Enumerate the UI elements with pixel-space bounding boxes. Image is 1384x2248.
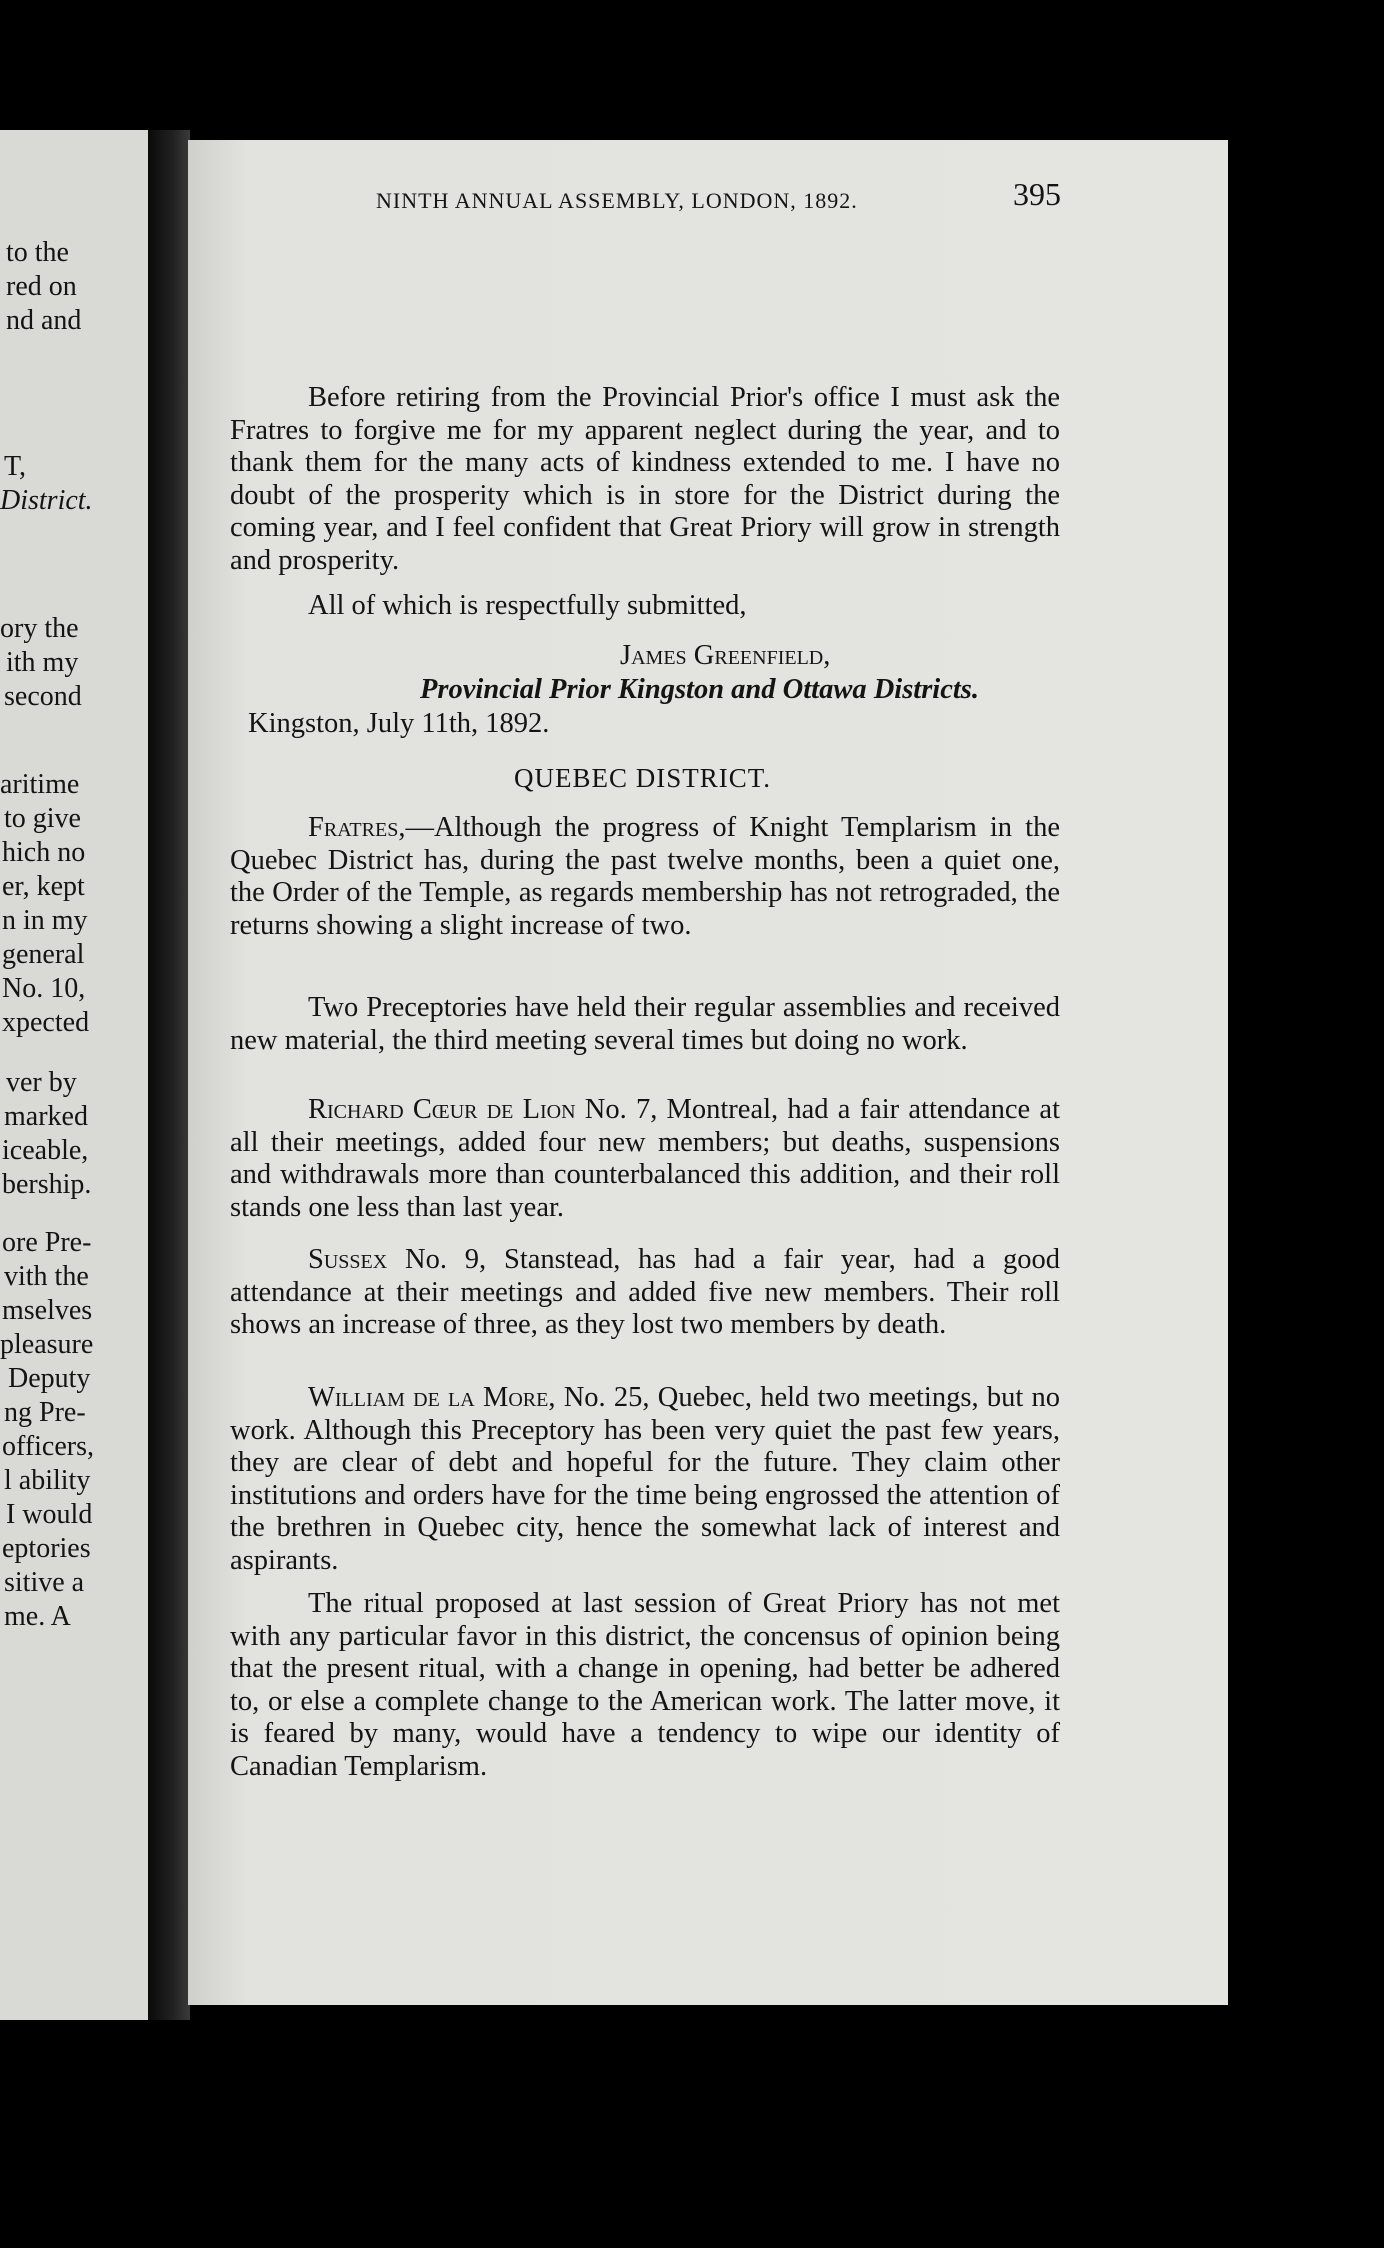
paragraph-ritual: The ritual proposed at last session of Great Priory has not met with any particular favor in this district, the concensus of opinion being that the present ritual, with a change in opening, had better be adhered to, or else a complete change to the American work. The latter move, it is feared by many, would have a tendency to wipe our identity of Canadian Templarism.	[230, 1588, 1060, 1782]
paragraph-body: No. 9, Stanstead, has had a fair year, had a good attendance at their meetings and added five new members. Their roll shows an increase of three, as they lost two members by death.	[230, 1244, 1060, 1340]
paragraph-body: No. 7, Montreal, had a fair attendance at all their meetings, added four new members; but deaths, suspensions and withdrawals more than counterbalanced this addition, and their roll stands one less than last year.	[230, 1094, 1060, 1223]
facing-page-line: bership.	[2, 1169, 92, 1200]
paragraph-body: —Although the progress of Knight Templarism in the Quebec District has, during the past twelve months, been a quiet one, the Order of the Temple, as regards membership has not retrograded, the returns showing a slight increase of two.	[230, 812, 1060, 941]
facing-page-line: ore Pre-	[2, 1227, 92, 1258]
facing-page-line: er, kept	[2, 871, 85, 902]
paragraph-lead: Fratres,	[308, 812, 406, 843]
facing-page-line: to the	[6, 237, 69, 268]
facing-page-line: ory the	[0, 613, 79, 644]
facing-page-line: nd and	[6, 305, 82, 336]
facing-page-line: vith the	[4, 1261, 89, 1292]
facing-page-line: second	[4, 681, 82, 712]
facing-page-line: aritime	[0, 769, 80, 800]
facing-page-line: red on	[6, 271, 77, 302]
paragraph-submitted: All of which is respectfully submitted,	[308, 590, 747, 621]
preceptory-name: William de la More,	[308, 1382, 556, 1413]
facing-page-line: T,	[4, 451, 27, 482]
facing-page-line: I would	[6, 1499, 93, 1530]
facing-page-line: Deputy	[8, 1363, 91, 1394]
facing-page-line: eptories	[2, 1533, 91, 1564]
facing-page-line: ng Pre-	[4, 1397, 86, 1428]
facing-page-line: sitive a	[4, 1567, 85, 1598]
preceptory-name: Sussex	[308, 1244, 388, 1275]
running-head: NINTH ANNUAL ASSEMBLY, LONDON, 1892.	[376, 188, 858, 213]
section-heading: QUEBEC DISTRICT.	[514, 763, 771, 793]
facing-page-line: xpected	[2, 1007, 90, 1038]
signatory-name: James Greenfield,	[620, 640, 831, 671]
dateline: Kingston, July 11th, 1892.	[248, 708, 550, 739]
facing-page-line: District.	[0, 485, 93, 516]
paragraph-william	[230, 1382, 1060, 1577]
facing-page-line: ith my	[6, 647, 79, 678]
preceptory-name: Richard Cœur de Lion	[308, 1094, 576, 1125]
facing-page-line: me. A	[4, 1601, 71, 1632]
facing-page-line: hich no	[2, 837, 86, 868]
facing-page-line: mselves	[2, 1295, 93, 1326]
facing-page-line: general	[2, 939, 85, 970]
facing-page-line: No. 10,	[2, 973, 86, 1004]
facing-page-line: to give	[4, 803, 81, 834]
facing-page-line: marked	[4, 1101, 88, 1132]
facing-page-line: pleasure	[0, 1329, 94, 1360]
signatory-title: Provincial Prior Kingston and Ottawa Districts.	[420, 674, 980, 705]
page-gutter	[148, 130, 190, 2020]
facing-page-line: officers,	[2, 1431, 94, 1462]
paragraph-body: No. 25, Quebec, held two meetings, but no work. Although this Preceptory has been very quiet the past few years, they are clear of debt and hopeful for the future. They claim other institutions and orders have for the time being engrossed the attention of the brethren in Quebec city, hence the somewhat lack of interest and aspirants.	[230, 1382, 1061, 1576]
facing-page-line: n in my	[2, 905, 88, 936]
facing-page-line: l ability	[4, 1465, 91, 1496]
paragraph-fratres	[230, 812, 1060, 942]
page-number: 395	[1013, 176, 1061, 212]
facing-page-line: ver by	[6, 1067, 77, 1098]
paragraph-two-preceptories: Two Preceptories have held their regular assemblies and received new material, the third meeting several times but doing no work.	[230, 992, 1060, 1056]
facing-page-fragment	[0, 130, 148, 2020]
paragraph-sussex	[230, 1244, 1060, 1342]
facing-page-line: iceable,	[2, 1135, 89, 1166]
paragraph-retiring: Before retiring from the Provincial Prior's office I must ask the Fratres to forgive me for my apparent neglect during the year, and to thank them for the many acts of kindness extended to me. I have no doubt of the prosperity which is in store for the District during the coming year, and I feel confident that Great Priory will grow in strength and prosperity.	[230, 382, 1060, 576]
paragraph-richard	[230, 1094, 1060, 1224]
